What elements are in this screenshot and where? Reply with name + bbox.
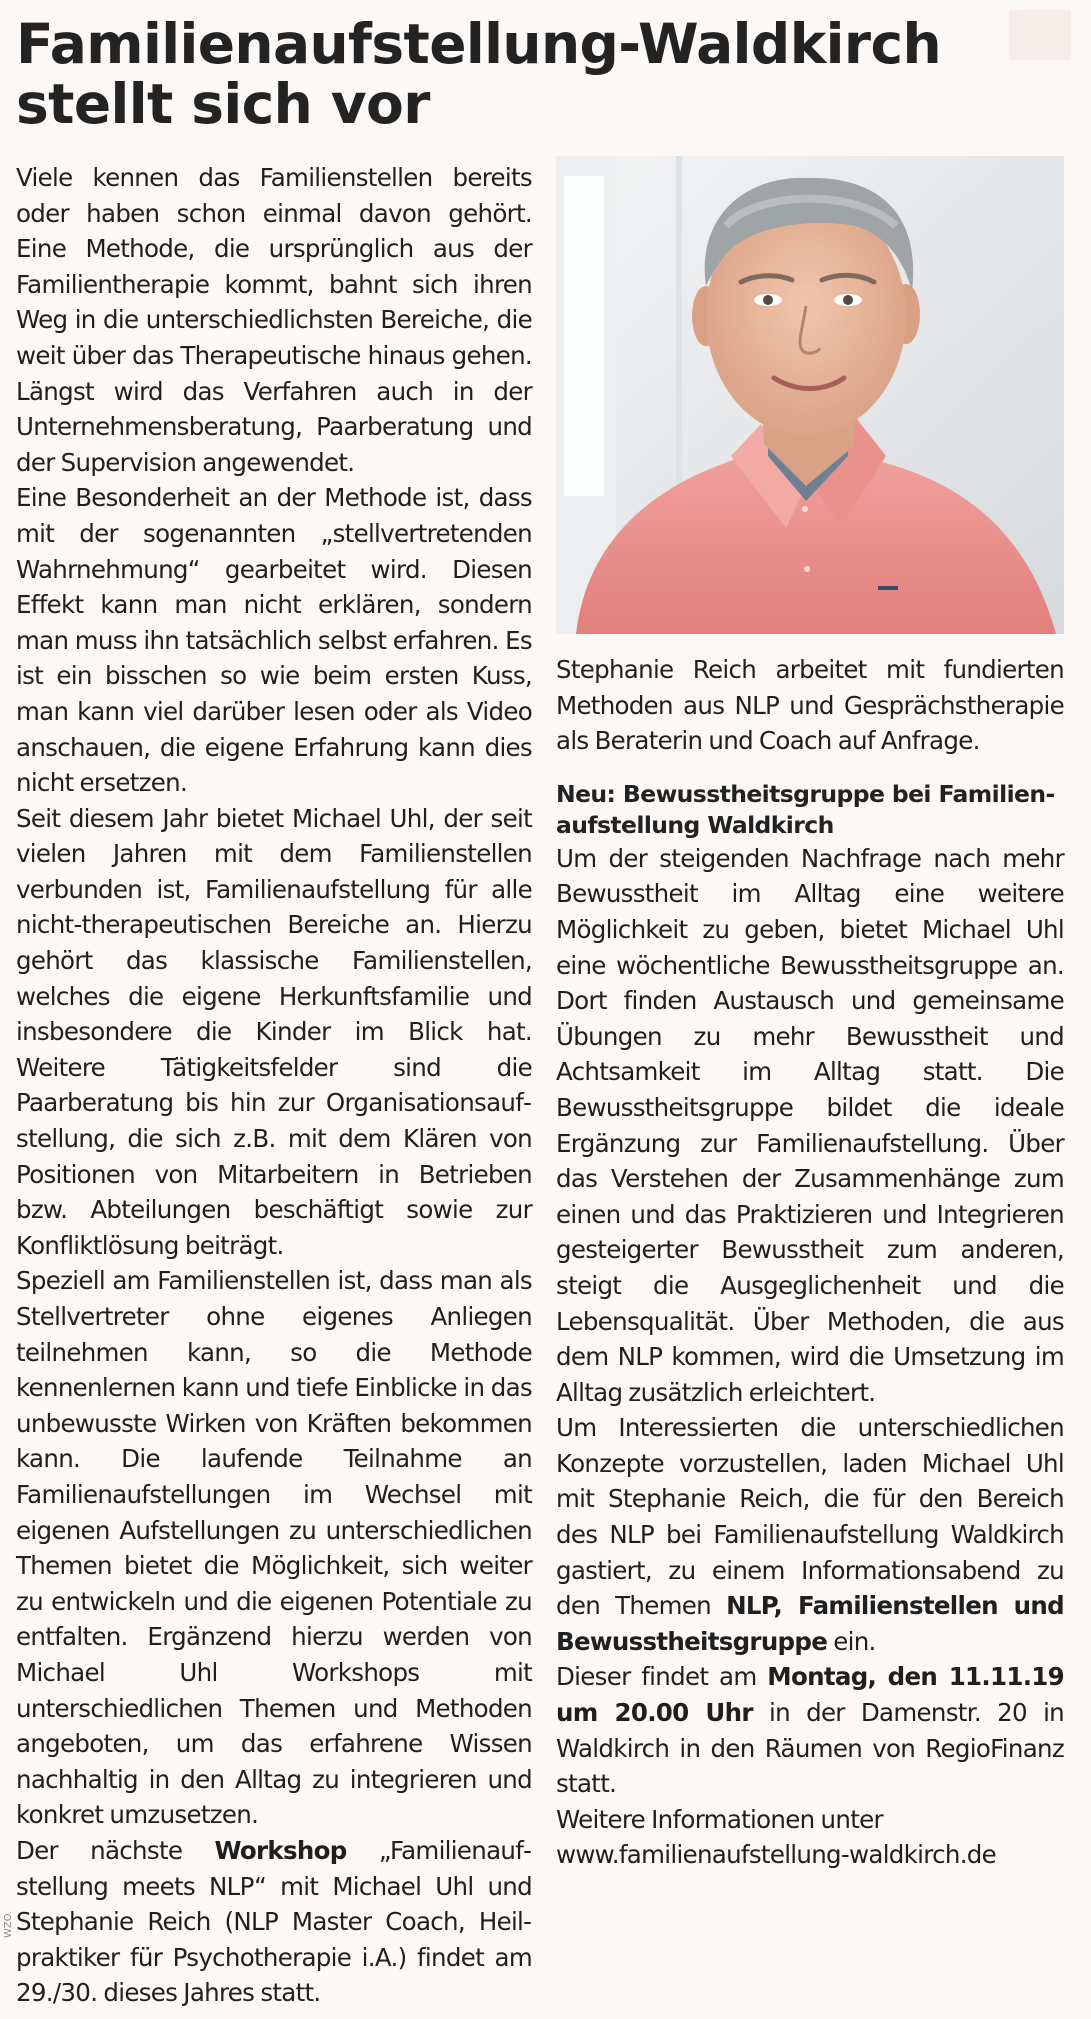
workshop-pre: Der nächste — [16, 1835, 215, 1865]
photo-credit: WZO — [3, 1913, 14, 1938]
paragraph-bewusstheitsgruppe: Um der steigenden Nachfrage nach mehr Bewusstheit im Alltag eine weitere Möglichkeit zu geben, bietet Michael Uhl eine wöchentliche Bewusstheitsgruppe an. Dort finden Austausch und gemeinsame Übungen zu mehr Bewusstheit und Achtsamkeit im Alltag statt. Die Bewusstheitsgruppe bildet die ideale Ergänzung zur Familienaufstellung. Über das Verstehen der Zusammenhänge zum einen und das Praktizieren und Integrieren gesteigerter Bewusstheit zum anderen, steigt die Ausgeglichenheit und die Lebensqualität. Über Methoden, die aus dem NLP kommen, wird die Umsetzung im Alltag zusätzlich erleichtert. — [556, 843, 1064, 1407]
info-pre: Um Interessierten die unterschiedlichen Konzepte vorzustellen, laden Michael Uhl mit Stephanie Reich, die für den Bereich des NLP bei Familienaufstellung Waldkirch gastiert, zu einem Informationsabend zu den Themen — [556, 1413, 1064, 1621]
info-bold: NLP, Familienstellen und Bewusstheitsgruppe — [556, 1591, 1064, 1656]
article — [14, 0, 1066, 2019]
paragraph-intro: Viele kennen das Familienstellen bereits oder haben schon einmal davon gehört. Eine Methode, die ursprünglich aus der Familientherapie kommt, bahnt sich ihren Weg in die unterschiedlichsten Bereiche, die weit über das Therapeutische hinaus gehen. Längst wird das Verfahren auch in der Unternehmensberatung, Paarberatung und der Supervision angewendet. — [16, 163, 532, 477]
date-bold: Montag, den 11.11.19 um 20.00 Uhr — [556, 1662, 1064, 1728]
workshop-bold: Workshop — [214, 1835, 347, 1865]
paragraph-special: Speziell am Familienstellen ist, dass man als Stellvertreter ohne eigenes Anliegen teilnehmen kann, so die Methode kennenlernen kann und tiefe Einblicke in das unbewusste Wirken von Kräften bekommen kann. Die laufende Teilnahme an Familienaufstellungen im Wechsel mit eigenen Aufstellungen zu unterschiedlichen Themen bietet die Möglichkeit, sich weiter zu entwickeln und die eigenen Potentiale zu entfalten. Ergänzend hierzu werden von Michael Uhl Workshops mit unterschiedlichen Themen und Methoden angeboten, um das erfahrene Wissen nachhaltig in den Alltag zu integrieren und konkret umzusetzen. — [16, 1266, 532, 1830]
portrait-illustration — [556, 156, 1064, 634]
paragraph-method: Eine Besonderheit an der Methode ist, dass mit der sogenannten „stellvertretenden Wahrnehmung“ gearbeitet wird. Diesen Effekt kann man nicht erklären, sondern man muss ihn tatsächlich selbst erfahren. Es ist ein bisschen so wie beim ersten Kuss, man kann viel darüber lesen oder als Video anschauen, die eigene Erfahrung kann dies nicht ersetzen. — [16, 483, 532, 798]
right-column — [556, 652, 1064, 1873]
subheading-bewusstheitsgruppe: Neu: Bewusstheitsgruppe bei Familienaufstellung Waldkirch — [556, 779, 1056, 839]
more-info-text: Weitere Informationen unter — [556, 1804, 883, 1834]
paragraph-date — [556, 1659, 1064, 1801]
workshop-post: „Familienaufstellung meets NLP“ mit Michael Uhl und Stephanie Reich (NLP Master Coach, Heilpraktiker für Psychotherapie i.A.) findet am 29./30. dieses Jahres statt. — [16, 1835, 533, 2008]
paragraph-info-evening — [556, 1410, 1064, 1659]
portrait-photo — [556, 156, 1064, 634]
info-post: ein. — [827, 1626, 876, 1656]
website-link[interactable]: www.familienaufstellung-waldkirch.de — [556, 1840, 997, 1870]
paragraph-workshop — [16, 1833, 532, 2011]
left-column — [16, 160, 532, 2011]
date-post: in der Damenstr. 20 in Waldkirch in den Räumen von RegioFinanz statt. — [556, 1698, 1065, 1799]
article-headline: Familienaufstellung-Waldkirch stellt sich vor — [16, 12, 942, 136]
paragraph-offer: Seit diesem Jahr bietet Michael Uhl, der seit vielen Jahren mit dem Familienstellen verbunden ist, Familienaufstellung für alle nicht-therapeutischen Bereiche an. Hierzu gehört das klassische Familienstellen, welches die eigene Herkunftsfamilie und insbesondere die Kinder im Blick hat. Weitere Tätigkeitsfelder sind die Paarberatung bis hin zur Organisationsaufstellung, die sich z.B. mit dem Klären von Positionen von Mitarbeitern in Betrieben bzw. Abteilungen beschäftigt sowie zur Konfliktlösung beiträgt. — [16, 803, 532, 1260]
paragraph-stephanie: Stephanie Reich arbeitet mit fundierten Methoden aus NLP und Gesprächstherapie als Beraterin und Coach auf Anfrage. — [556, 655, 1064, 756]
date-pre: Dieser findet am — [556, 1662, 768, 1692]
